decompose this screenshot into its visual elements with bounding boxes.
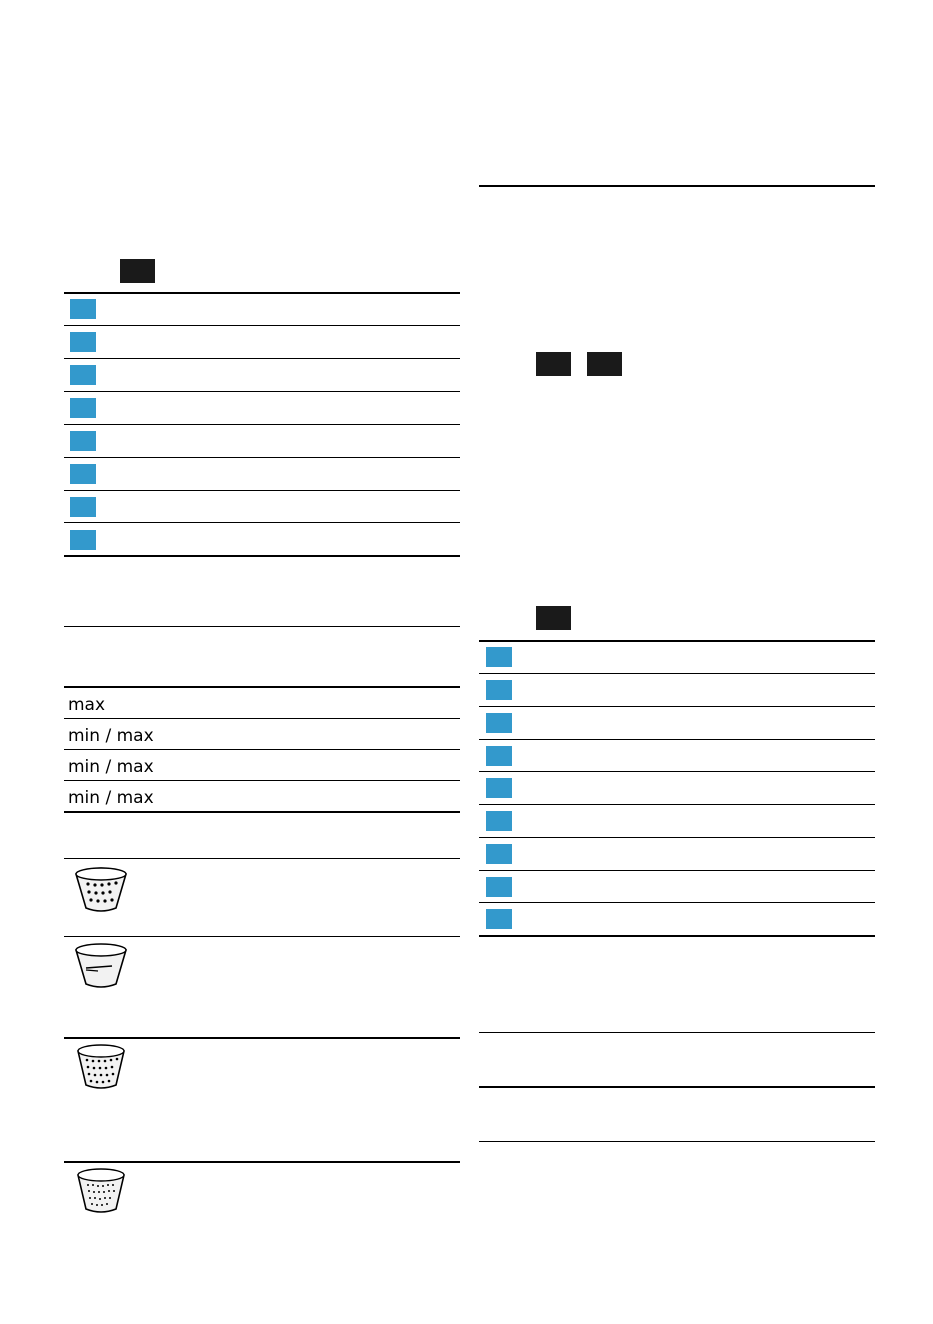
blue-marker (486, 713, 512, 733)
table-rule (64, 749, 460, 750)
blue-marker (70, 398, 96, 418)
speed-label: max (68, 695, 106, 715)
blue-marker (486, 811, 512, 831)
black-marker (587, 352, 622, 376)
blue-marker (486, 647, 512, 667)
slicing-drum-icon (72, 942, 130, 992)
table-rule (479, 1086, 875, 1088)
table-rule (64, 325, 460, 326)
table-rule (64, 457, 460, 458)
table-rule (64, 292, 460, 294)
table-rule (479, 804, 875, 805)
black-marker (536, 606, 571, 630)
blue-marker (486, 909, 512, 929)
speed-label: min / max (68, 757, 154, 777)
table-rule (64, 780, 460, 781)
speed-label: min / max (68, 726, 154, 746)
table-rule (479, 706, 875, 707)
speed-label: min / max (68, 788, 154, 808)
table-rule (479, 870, 875, 871)
table-rule (479, 902, 875, 903)
blue-marker (70, 299, 96, 319)
table-rule (479, 935, 875, 937)
blue-marker (486, 746, 512, 766)
blue-marker (70, 530, 96, 550)
table-rule (479, 673, 875, 674)
table-rule (64, 936, 460, 937)
blue-marker (486, 778, 512, 798)
blue-marker (486, 877, 512, 897)
table-rule (64, 718, 460, 719)
table-rule (64, 686, 460, 688)
blue-marker (486, 844, 512, 864)
table-rule (64, 358, 460, 359)
table-rule (64, 424, 460, 425)
table-rule (64, 391, 460, 392)
blue-marker (70, 464, 96, 484)
table-rule (64, 555, 460, 557)
table-rule (479, 771, 875, 772)
table-rule (479, 1141, 875, 1142)
black-marker (120, 259, 155, 283)
grating-drum-coarse-icon (72, 864, 130, 914)
table-rule (64, 1161, 460, 1163)
blue-marker (70, 431, 96, 451)
table-rule (64, 490, 460, 491)
blue-marker (486, 680, 512, 700)
blue-marker (70, 497, 96, 517)
table-rule (64, 626, 460, 627)
table-rule (64, 858, 460, 859)
table-rule (479, 640, 875, 642)
section-rule (479, 185, 875, 187)
black-marker (536, 352, 571, 376)
table-rule (64, 522, 460, 523)
grating-drum-fine-icon (72, 1167, 130, 1217)
blue-marker (70, 332, 96, 352)
table-rule (479, 1032, 875, 1033)
table-rule (479, 739, 875, 740)
table-rule (479, 837, 875, 838)
table-rule (64, 811, 460, 813)
blue-marker (70, 365, 96, 385)
table-rule (64, 1037, 460, 1039)
grating-drum-medium-icon (72, 1043, 130, 1093)
